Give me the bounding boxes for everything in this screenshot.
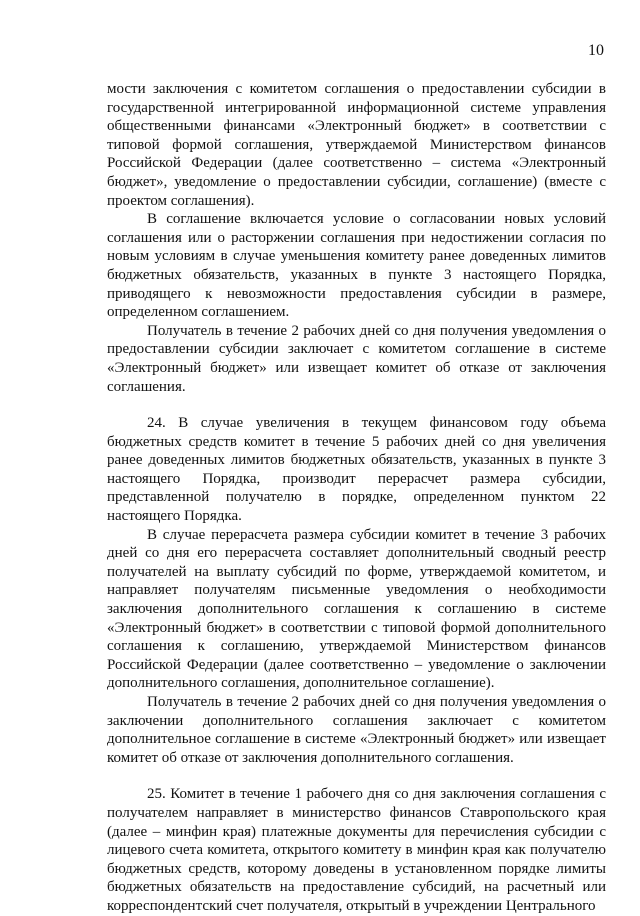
paragraph-recipient-agreement: Получатель в течение 2 рабочих дней со дня получения уведомления о предоставлении субсидии заключает с комитетом соглашение в системе «Электронный бюджет» или извещает комитет об отказе от заключения соглашения. bbox=[107, 322, 606, 395]
page-number: 10 bbox=[588, 42, 604, 59]
paragraph-recalculation: В случае перерасчета размера субсидии комитет в течение 3 рабочих дней со дня его перерасчета составляет дополнительный сводный реестр получателей на выплату субсидий по форме, утверждаемой комитетом, и направляет получателям письменные уведомления о необходимости заключения дополнительного соглашения к соглашению в системе «Электронный бюджет» в соответствии с типовой формой дополнительного соглашения к соглашению, утверждаемой Министерством финансов Российской Федерации (далее соответственно – уведомление о заключении дополнительного соглашения, дополнительное соглашение). bbox=[107, 526, 606, 692]
section-gap bbox=[107, 396, 606, 414]
paragraph-continuation: мости заключения с комитетом соглашения о предоставлении субсидии в государственной интегрированной информационной системе управления общественными финансами «Электронный бюджет» в соответствии с типовой формой соглашения, утверждаемой Министерством финансов Российской Федерации (далее соответственно – система «Электронный бюджет», уведомление о предоставлении субсидии, соглашение) (вместе с проектом соглашения). bbox=[107, 81, 606, 209]
paragraph-agreement-condition: В соглашение включается условие о согласовании новых условий соглашения или о расторжении соглашения при недостижении согласия по новым условиям в случае уменьшения комитету ранее доведенных лимитов бюджетных обязательств, указанных в пункте 3 настоящего Порядка, приводящего к невозможности предоставления субсидии в размере, определенном соглашением. bbox=[107, 211, 606, 321]
paragraph-item-25: 25. Комитет в течение 1 рабочего дня со дня заключения соглашения с получателем направляет в министерство финансов Ставропольского края (далее – минфин края) платежные документы для перечисления субсидии с лицевого счета комитета, открытого комитету в минфин края как получателю бюджетных средств, которому доведены в установленном порядке лимиты бюджетных обязательств на предоставление субсидий, на расчетный или корреспондентский счет получателя, открытый в учреждении Центрального bbox=[107, 786, 606, 914]
section-gap bbox=[107, 767, 606, 785]
paragraph-item-24: 24. В случае увеличения в текущем финансовом году объема бюджетных средств комитет в течение 5 рабочих дней со дня увеличения ранее доведенных лимитов бюджетных обязательств, указанных в пункте 3 настоящего Порядка, производит перерасчет размера субсидии, представленной получателю в порядке, определенном пунктом 22 настоящего Порядка. bbox=[107, 415, 606, 525]
paragraph-additional-agreement: Получатель в течение 2 рабочих дней со дня получения уведомления о заключении дополнительного соглашения заключает с комитетом дополнительное соглашение в системе «Электронный бюджет» или извещает комитет об отказе от заключения дополнительного соглашения. bbox=[107, 694, 606, 766]
document-body bbox=[107, 80, 606, 916]
